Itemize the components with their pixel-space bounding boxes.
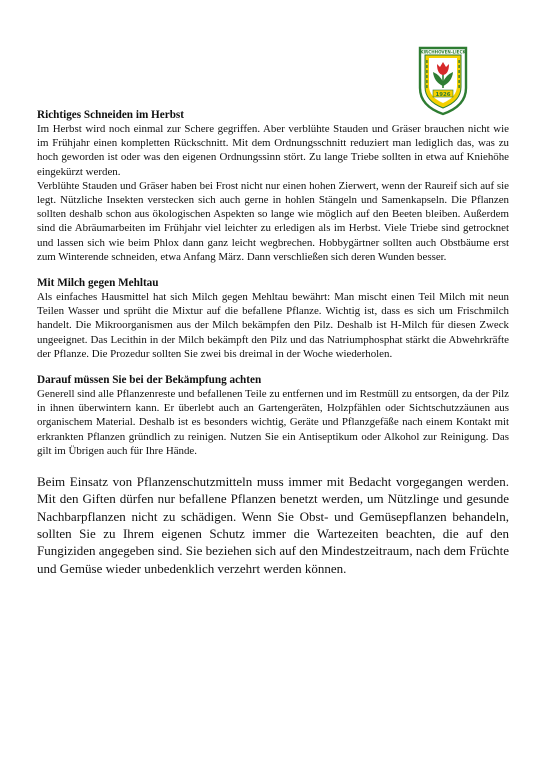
heading-control-notes: Darauf müssen Sie bei der Bekämpfung achten bbox=[37, 374, 262, 387]
paragraph-3: Als einfaches Hausmittel hat sich Milch gegen Mehltau bewährt: Man mischt einen Teil Milch mit neun Teilen Wasser und sprüht die Mixtur auf die befallene Pflanze. Wichtig ist, dass es sich um Frischmilch handelt. Die Mikroorganismen aus der Milch bekämpfen den Pilz. Deshalb ist H-Milch für diesen Zweck ungeeignet. Das Lecithin in der Milch bekämpft den Pilz und das Natriumphosphat stärkt die Abwehrkräfte der Pflanze. Die Prozedur sollten Sie zwei bis dreimal in der Woche wiederholen. bbox=[37, 291, 509, 360]
heading-cutting-autumn: Richtiges Schneiden im Herbst bbox=[37, 109, 184, 121]
heading-milk-mildew: Mit Milch gegen Mehltau bbox=[37, 277, 159, 290]
logo-top-text: KIRCHHOVEN-LIECK bbox=[420, 49, 466, 55]
article bbox=[37, 108, 509, 577]
logo-year: 1926 bbox=[435, 91, 451, 98]
paragraph-2: Verblühte Stauden und Gräser haben bei Frost nicht nur einen hohen Zierwert, wenn der Raureif sich auf sie legt. Nützliche Insekten verstecken sich auch gerne in hohlen Stängeln und Samenkapseln. Die Pflanzen sollten deshalb schon aus ökologischen Aspekten so lange wie möglich auf den Beeten bleiben. Außerdem sind die Abräumarbeiten im Frühjahr viel leichter zu erledigen als im Herbst. Viele Triebe sind getrocknet und lassen sich wie beim Phlox dann ganz leicht wegbrechen. Hobbygärtner sollten auch Obstbäume erst zum Winterende schneiden, etwa Anfang März. Dann verschließen sich deren Wunden besser. bbox=[37, 179, 509, 263]
club-logo bbox=[416, 44, 470, 116]
paragraph-1: Im Herbst wird noch einmal zur Schere gegriffen. Aber verblühte Stauden und Gräser brauchen nicht wie im Frühjahr einen kompletten Rückschnitt. Mit dem Ordnungsschnitt reduziert man lediglich das, was zu hoch geworden ist oder was den eigenen Ordnungssinn stört. Zu lange Triebe sollten in etwa auf Kniehöhe eingekürzt werden. bbox=[37, 123, 509, 178]
paragraph-4: Generell sind alle Pflanzenreste und befallenen Teile zu entfernen und im Restmüll zu entsorgen, da der Pilz in ihnen überwintern kann. Er überlebt auch an Gartengeräten, Holzpfählen oder Sichtschutzzäunen aus organischem Material. Deshalb ist es besonders wichtig, Geräte und Pflanzgefäße nach einem Kontakt mit erkrankten Pflanzen gründlich zu reinigen. Nutzen Sie ein Antiseptikum oder Alkohol zur Reinigung. Das gilt im Übrigen auch für Ihre Hände. bbox=[37, 388, 509, 457]
paragraph-5: Beim Einsatz von Pflanzenschutzmitteln muss immer mit Bedacht vorgegangen werden. Mit den Giften dürfen nur befallene Pflanzen benetzt werden, um Nützlinge und gesunde Nachbarpflanzen nicht zu schädigen. Wenn Sie Obst- und Gemüsepflanzen behandeln, sollten Sie zu Ihrem eigenen Schutz immer die Wartezeiten beachten, die auf den Fungiziden angegeben sind. Sie beziehen sich auf den Mindestzeitraum, nach dem Früchte und Gemüse wieder unbedenklich verzehrt werden können. bbox=[37, 474, 509, 576]
